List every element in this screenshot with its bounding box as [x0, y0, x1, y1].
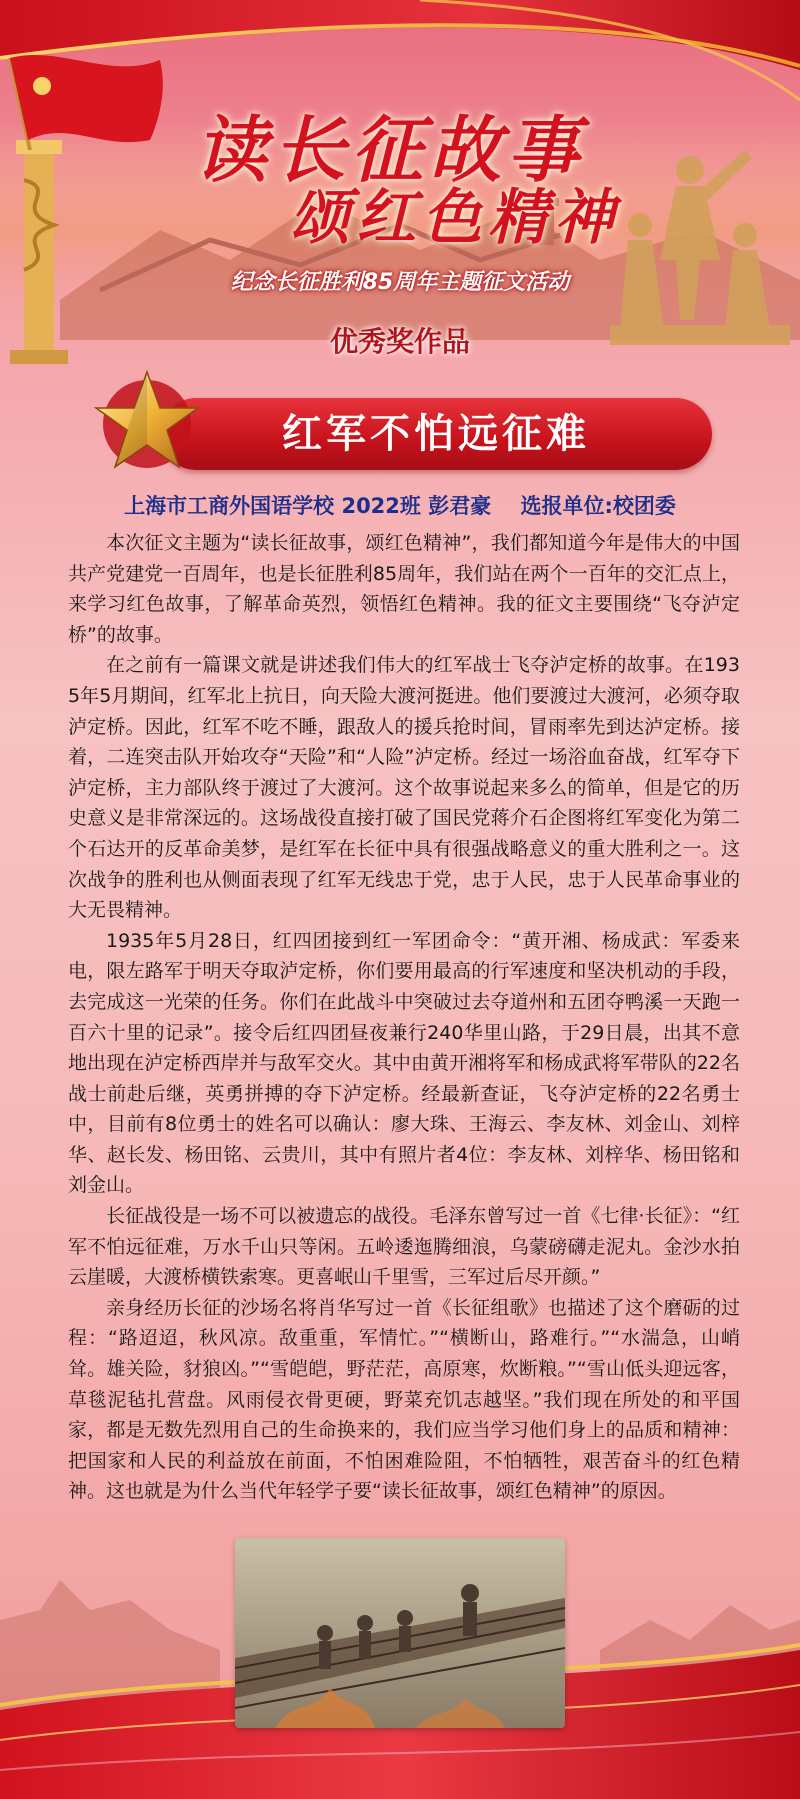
article-body	[68, 528, 740, 1507]
article-title: 红军不怕远征难	[282, 411, 590, 457]
article-paragraph: 本次征文主题为“读长征故事，颂红色精神”，我们都知道今年是伟大的中国共产党建党一百周年，也是长征胜利85周年，我们站在两个一百年的交汇点上，来学习红色故事，了解革命英烈，领悟红色精神。我的征文主要围绕“飞夺泸定桥”的故事。	[68, 532, 740, 646]
award-label: 优秀奖作品	[329, 325, 470, 358]
bridge-battle-painting	[235, 1538, 565, 1728]
article-paragraph: 在之前有一篇课文就是讲述我们伟大的红军战士飞夺泸定桥的故事。在1935年5月期间，红军北上抗日，向天险大渡河挺进。他们要渡过大渡河，必须夺取泸定桥。因此，红军不吃不睡，跟敌人的援兵抢时间，冒雨率先到达泸定桥。接着，二连突击队开始攻夺“天险”和“人险”泸定桥。经过一场浴血奋战，红军夺下泸定桥，主力部队终于渡过了大渡河。这个故事说起来多么的简单，但是它的历史意义是非常深远的。这场战役直接打破了国民党蒋介石企图将红军变化为第二个石达开的反革命美梦，是红军在长征中具有很强战略意义的重大胜利之一。这次战争的胜利也从侧面表现了红军无线忠于党，忠于人民，忠于人民革命事业的大无畏精神。	[68, 654, 740, 922]
main-title-line1: 读长征故事	[195, 107, 586, 192]
main-title-line2: 颂红色精神	[290, 183, 620, 253]
gold-star-icon	[92, 366, 202, 476]
article-paragraph: 亲身经历长征的沙场名将肖华写过一首《长征组歌》也描述了这个磨砺的过程：“路迢迢，秋风凉。敌重重，军情忙。”“横断山，路难行。”“水湍急，山峭耸。雄关险，豺狼凶。”“雪皑皑，野茫茫，高原寒，炊断粮。”“雪山低头迎远客，草毯泥毡扎营盘。风雨侵衣骨更硬，野菜充饥志越坚。”我们现在所处的和平国家，都是无数先烈用自己的生命换来的，我们应当学习他们身上的品质和精神：把国家和人民的利益放在前面，不怕困难险阻，不怕牺牲，艰苦奋斗的红色精神。这也就是为什么当代年轻学子要“读长征故事，颂红色精神”的原因。	[68, 1296, 740, 1503]
article-paragraph: 1935年5月28日，红四团接到红一军团命令：“黄开湘、杨成武：军委来电，限左路军于明天夺取泸定桥，你们要用最高的行军速度和坚决机动的手段，去完成这一光荣的任务。你们在此战斗中突破过去夺道州和五团夺鸭溪一天跑一百六十里的记录”。接令后红四团昼夜兼行240华里山路，于29日晨，出其不意地出现在泸定桥西岸并与敌军交火。其中由黄开湘将军和杨成武将军带队的22名战士前赴后继，英勇拼搏的夺下泸定桥。经最新查证，飞夺泸定桥的22名勇士中，目前有8位勇士的姓名可以确认：廖大珠、王海云、李友林、刘金山、刘梓华、赵长发、杨田铭、云贵川，其中有照片者4位：李友林、刘梓华、杨田铭和刘金山。	[68, 929, 740, 1197]
event-subtitle: 纪念长征胜利85周年主题征文活动	[230, 270, 570, 295]
author-byline: 上海市工商外国语学校 2022班 彭君豪 选报单位:校团委	[124, 494, 676, 518]
red-flag-icon	[10, 55, 163, 150]
article-title-banner	[160, 398, 712, 470]
article-paragraph: 长征战役是一场不可以被遗忘的战役。毛泽东曾写过一首《七律·长征》：“红军不怕远征难，万水千山只等闲。五岭逶迤腾细浪，乌蒙磅礴走泥丸。金沙水拍云崖暖，大渡桥横铁索寒。更喜岷山千里雪，三军过后尽开颜。”	[68, 1205, 740, 1289]
